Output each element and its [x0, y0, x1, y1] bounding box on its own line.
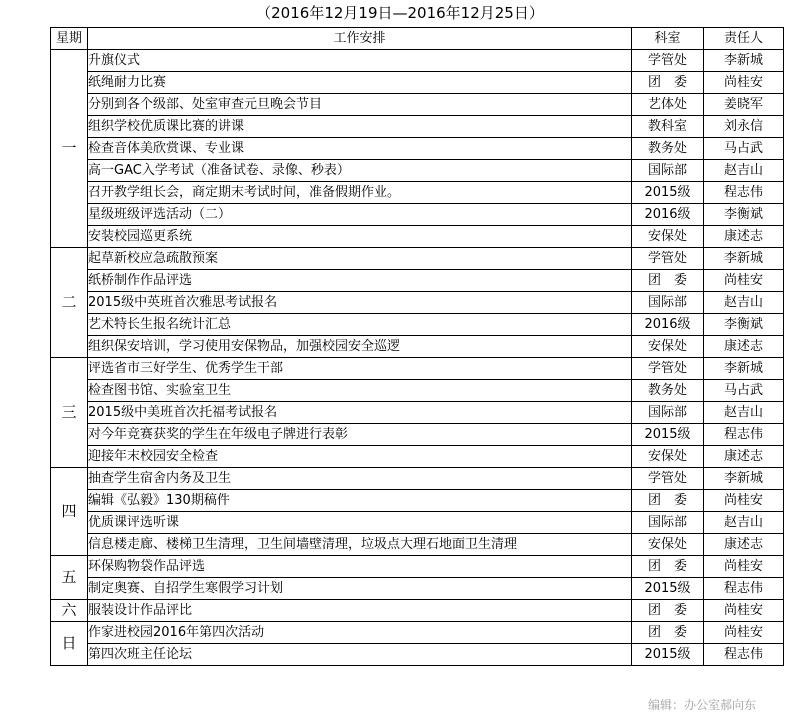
table-row [51, 512, 784, 534]
person-cell: 李新城 [704, 50, 784, 72]
task-cell: 分别到各个级部、处室审查元旦晚会节目 [88, 94, 632, 116]
dept-cell: 学管处 [632, 358, 704, 380]
dept-cell: 艺体处 [632, 94, 704, 116]
table-row [51, 358, 784, 380]
table-row [51, 644, 784, 666]
table-row [51, 138, 784, 160]
table-row [51, 578, 784, 600]
dept-cell: 国际部 [632, 160, 704, 182]
person-cell: 尚桂安 [704, 72, 784, 94]
person-cell: 赵吉山 [704, 160, 784, 182]
dept-cell: 安保处 [632, 336, 704, 358]
person-cell: 程志伟 [704, 578, 784, 600]
table-row [51, 50, 784, 72]
dept-cell: 国际部 [632, 292, 704, 314]
task-cell: 迎接年末校园安全检查 [88, 446, 632, 468]
person-cell: 康述志 [704, 446, 784, 468]
task-cell: 服装设计作品评比 [88, 600, 632, 622]
dept-cell: 学管处 [632, 468, 704, 490]
header-task: 工作安排 [88, 28, 632, 50]
task-cell: 评选省市三好学生、优秀学生干部 [88, 358, 632, 380]
task-cell: 艺术特长生报名统计汇总 [88, 314, 632, 336]
person-cell: 李衡斌 [704, 314, 784, 336]
person-cell: 尚桂安 [704, 490, 784, 512]
table-row [51, 468, 784, 490]
dept-cell: 团 委 [632, 490, 704, 512]
table-row [51, 248, 784, 270]
dept-cell: 安保处 [632, 446, 704, 468]
header-dept: 科室 [632, 28, 704, 50]
dept-cell: 团 委 [632, 556, 704, 578]
table-row [51, 556, 784, 578]
task-cell: 召开教学组长会，商定期末考试时间，准备假期作业。 [88, 182, 632, 204]
task-cell: 对今年竞赛获奖的学生在年级电子牌进行表彰 [88, 424, 632, 446]
table-row [51, 160, 784, 182]
table-row [51, 534, 784, 556]
day-cell: 一 [51, 50, 88, 248]
task-cell: 组织学校优质课比赛的讲课 [88, 116, 632, 138]
table-row [51, 292, 784, 314]
day-cell: 五 [51, 556, 88, 600]
dept-cell: 教务处 [632, 138, 704, 160]
dept-cell: 2016级 [632, 204, 704, 226]
editor-credit: 编辑：办公室郝向东 [647, 698, 756, 712]
dept-cell: 2016级 [632, 314, 704, 336]
task-cell: 优质课评选听课 [88, 512, 632, 534]
table-row [51, 424, 784, 446]
schedule-table [50, 27, 784, 666]
task-cell: 安装校园巡更系统 [88, 226, 632, 248]
dept-cell: 学管处 [632, 50, 704, 72]
person-cell: 李新城 [704, 468, 784, 490]
header-person: 责任人 [704, 28, 784, 50]
task-cell: 作家进校园2016年第四次活动 [88, 622, 632, 644]
person-cell: 尚桂安 [704, 600, 784, 622]
task-cell: 纸绳耐力比赛 [88, 72, 632, 94]
task-cell: 第四次班主任论坛 [88, 644, 632, 666]
table-row [51, 94, 784, 116]
table-row [51, 226, 784, 248]
table-row [51, 490, 784, 512]
task-cell: 2015级中英班首次雅思考试报名 [88, 292, 632, 314]
dept-cell: 学管处 [632, 248, 704, 270]
dept-cell: 教科室 [632, 116, 704, 138]
person-cell: 李新城 [704, 248, 784, 270]
dept-cell: 国际部 [632, 402, 704, 424]
task-cell: 信息楼走廊、楼梯卫生清理，卫生间墙壁清理，垃圾点大理石地面卫生清理 [88, 534, 632, 556]
task-cell: 组织保安培训，学习使用安保物品，加强校园安全巡逻 [88, 336, 632, 358]
day-cell: 六 [51, 600, 88, 622]
person-cell: 姜晓军 [704, 94, 784, 116]
dept-cell: 团 委 [632, 600, 704, 622]
dept-cell: 安保处 [632, 226, 704, 248]
person-cell: 程志伟 [704, 644, 784, 666]
page-title: （2016年12月19日—2016年12月25日） [256, 4, 544, 22]
table-row [51, 270, 784, 292]
person-cell: 尚桂安 [704, 556, 784, 578]
task-cell: 升旗仪式 [88, 50, 632, 72]
person-cell: 尚桂安 [704, 622, 784, 644]
dept-cell: 教务处 [632, 380, 704, 402]
header-day: 星期 [51, 28, 88, 50]
person-cell: 赵吉山 [704, 402, 784, 424]
dept-cell: 2015级 [632, 644, 704, 666]
table-row [51, 72, 784, 94]
person-cell: 康述志 [704, 336, 784, 358]
table-row [51, 182, 784, 204]
person-cell: 李衡斌 [704, 204, 784, 226]
task-cell: 制定奥赛、自招学生寒假学习计划 [88, 578, 632, 600]
task-cell: 检查图书馆、实验室卫生 [88, 380, 632, 402]
person-cell: 刘永信 [704, 116, 784, 138]
table-row [51, 402, 784, 424]
person-cell: 赵吉山 [704, 292, 784, 314]
dept-cell: 2015级 [632, 182, 704, 204]
table-row [51, 204, 784, 226]
person-cell: 程志伟 [704, 424, 784, 446]
table-row [51, 380, 784, 402]
table-row [51, 336, 784, 358]
dept-cell: 2015级 [632, 424, 704, 446]
task-cell: 星级班级评选活动（二） [88, 204, 632, 226]
dept-cell: 团 委 [632, 270, 704, 292]
day-cell: 四 [51, 468, 88, 556]
day-cell: 三 [51, 358, 88, 468]
header-row [51, 28, 784, 50]
dept-cell: 2015级 [632, 578, 704, 600]
person-cell: 李新城 [704, 358, 784, 380]
table-row [51, 622, 784, 644]
table-row [51, 446, 784, 468]
task-cell: 高一GAC入学考试（准备试卷、录像、秒表） [88, 160, 632, 182]
person-cell: 马占武 [704, 380, 784, 402]
day-cell: 日 [51, 622, 88, 666]
task-cell: 编辑《弘毅》130期稿件 [88, 490, 632, 512]
table-row [51, 314, 784, 336]
dept-cell: 国际部 [632, 512, 704, 534]
table-row [51, 600, 784, 622]
task-cell: 纸桥制作作品评选 [88, 270, 632, 292]
person-cell: 尚桂安 [704, 270, 784, 292]
person-cell: 马占武 [704, 138, 784, 160]
table-row [51, 116, 784, 138]
dept-cell: 安保处 [632, 534, 704, 556]
task-cell: 抽查学生宿舍内务及卫生 [88, 468, 632, 490]
task-cell: 2015级中美班首次托福考试报名 [88, 402, 632, 424]
person-cell: 康述志 [704, 534, 784, 556]
person-cell: 康述志 [704, 226, 784, 248]
task-cell: 起草新校应急疏散预案 [88, 248, 632, 270]
task-cell: 检查音体美欣赏课、专业课 [88, 138, 632, 160]
dept-cell: 团 委 [632, 622, 704, 644]
task-cell: 环保购物袋作品评选 [88, 556, 632, 578]
person-cell: 程志伟 [704, 182, 784, 204]
day-cell: 二 [51, 248, 88, 358]
person-cell: 赵吉山 [704, 512, 784, 534]
dept-cell: 团 委 [632, 72, 704, 94]
